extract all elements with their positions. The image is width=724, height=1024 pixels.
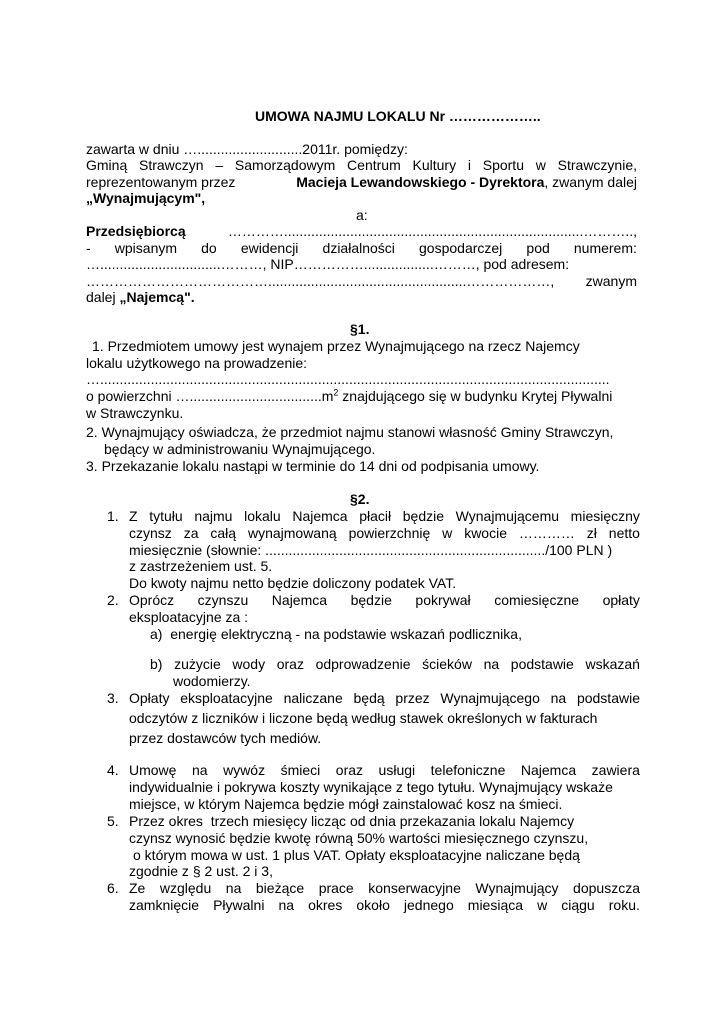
intro-registry-line: - wpisanym do ewidencji działalności gospodarczej pod numerem: (86, 240, 637, 256)
s2-item2-b-line2: wodomierzy. (173, 673, 251, 689)
s2-item3-number: 3. (107, 690, 119, 706)
s1-p1-dots: …................................................................................................................................... (86, 371, 610, 387)
s2-item2-number: 2. (107, 592, 119, 608)
s2-item6-line2: zamknięcie Pływalni na okres około jednego miesiąca w ciągu roku. (129, 897, 640, 913)
intro-lessee-line: dalej „Najemcą". (86, 289, 195, 305)
intro-represented-line: reprezentowanym przez Macieja Lewandowskiego - Dyrektora, zwanym dalej (86, 174, 637, 190)
intro-date-line: zawarta w dniu …...........................2011r. pomiędzy: (86, 141, 408, 157)
s2-item5-number: 5. (107, 813, 119, 829)
s2-item2-b-line1: b) zużycie wody oraz odprowadzenie ścieków na podstawie wskazań (150, 656, 640, 672)
s2-item4-line3: miejsce, w którym Najemca będzie mógł zainstalować kosz na śmieci. (129, 796, 563, 812)
s2-item1-line3: miesięcznie (słownie: ......................................................................../100 PLN ) (129, 542, 613, 558)
s2-item1-number: 1. (107, 508, 119, 524)
s1-p1-area-line: o powierzchni $\dots..................................m^2$ znajdującego się w budynku Krytej Pływalni (86, 387, 613, 404)
document-title: UMOWA NAJMU LOKALU Nr ……………….. (255, 108, 541, 124)
s2-item1-line1: Z tytułu najmu lokalu Najemca płacił będzie Wynajmującemu miesięczny (129, 508, 640, 524)
s2-item5-line3: o którym mowa w ust. 1 plus VAT. Opłaty eksploatacyjne naliczane będą (133, 847, 580, 863)
s2-item1-vat: Do kwoty najmu netto będzie doliczony podatek VAT. (129, 575, 457, 591)
s2-item4-number: 4. (107, 762, 119, 778)
s2-item6-line1: Ze względu na bieżące prace konserwacyjne Wynajmujący dopuszcza (129, 880, 640, 896)
s2-item3-line1: Opłaty eksploatacyjne naliczane będą przez Wynajmującego na podstawie (129, 690, 640, 706)
s2-item5-line1: Przez okres trzech miesięcy licząc od dnia przekazania lokalu Najemcy (129, 813, 575, 829)
s2-item2-line1: Oprócz czynszu Najemca będzie pokrywał comiesięczne opłaty (129, 592, 640, 608)
s1-p1-location: w Strawczynku. (86, 405, 184, 421)
section2-heading: §2. (350, 491, 370, 507)
s1-p2-line1: 2. Wynajmujący oświadcza, że przedmiot najmu stanowi własność Gminy Strawczyn, (86, 424, 614, 440)
s1-p3: 3. Przekazanie lokalu nastąpi w terminie do 14 dni od podpisania umowy. (86, 458, 540, 474)
section1-heading: §1. (350, 321, 370, 337)
s2-item3-line2: odczytów z liczników i liczone będą według stawek określonych w fakturach (129, 710, 598, 726)
s1-p1-line2: lokalu użytkowego na prowadzenie: (86, 355, 308, 371)
intro-party1-line: Gminą Strawczyn – Samorządowym Centrum Kultury i Sportu w Strawczynie, (86, 157, 637, 173)
s2-item2-a: a) energię elektryczną - na podstawie wskazań podlicznika, (150, 626, 522, 642)
s2-item2-line2: eksploatacyjne za : (129, 609, 249, 625)
s2-item1-line2: czynsz za całą wynajmowaną powierzchnię w kwocie ………… zł netto (129, 525, 640, 541)
s2-item6-number: 6. (107, 880, 119, 896)
s1-p1-line1: 1. Przedmiotem umowy jest wynajem przez Wynajmującego na rzecz Najemcy (92, 338, 580, 354)
intro-lessor-label: „Wynajmującym", (86, 190, 206, 206)
intro-entrepreneur-line: Przedsiębiorcą ………….............................................................................……….., (86, 223, 637, 239)
s2-item5-line4: zgodnie z § 2 ust. 2 i 3, (129, 863, 273, 879)
s2-item1-line4: z zastrzeżeniem ust. 5. (129, 558, 273, 574)
s2-item4-line2: indywidualnie i pokrywa koszty wynikające z tego tytułu. Wynajmujący wskaże (129, 779, 613, 795)
s2-item4-line1: Umowę na wywóz śmieci oraz usługi telefoniczne Najemca zawiera (129, 762, 640, 778)
s2-item3-line3: przez dostawców tych mediów. (129, 730, 322, 746)
intro-and: a: (356, 207, 368, 223)
s1-p2-line2: będący w administrowaniu Wynajmującego. (104, 441, 376, 457)
intro-address-line: …………………………………...................................................………………, zwanym (86, 273, 637, 289)
intro-nip-line: …...............................………, NIP……………..................………, pod adresem: (86, 256, 570, 272)
s2-item5-line2: czynsz wynosić będzie kwotę równą 50% wartości miesięcznego czynszu, (129, 830, 589, 846)
